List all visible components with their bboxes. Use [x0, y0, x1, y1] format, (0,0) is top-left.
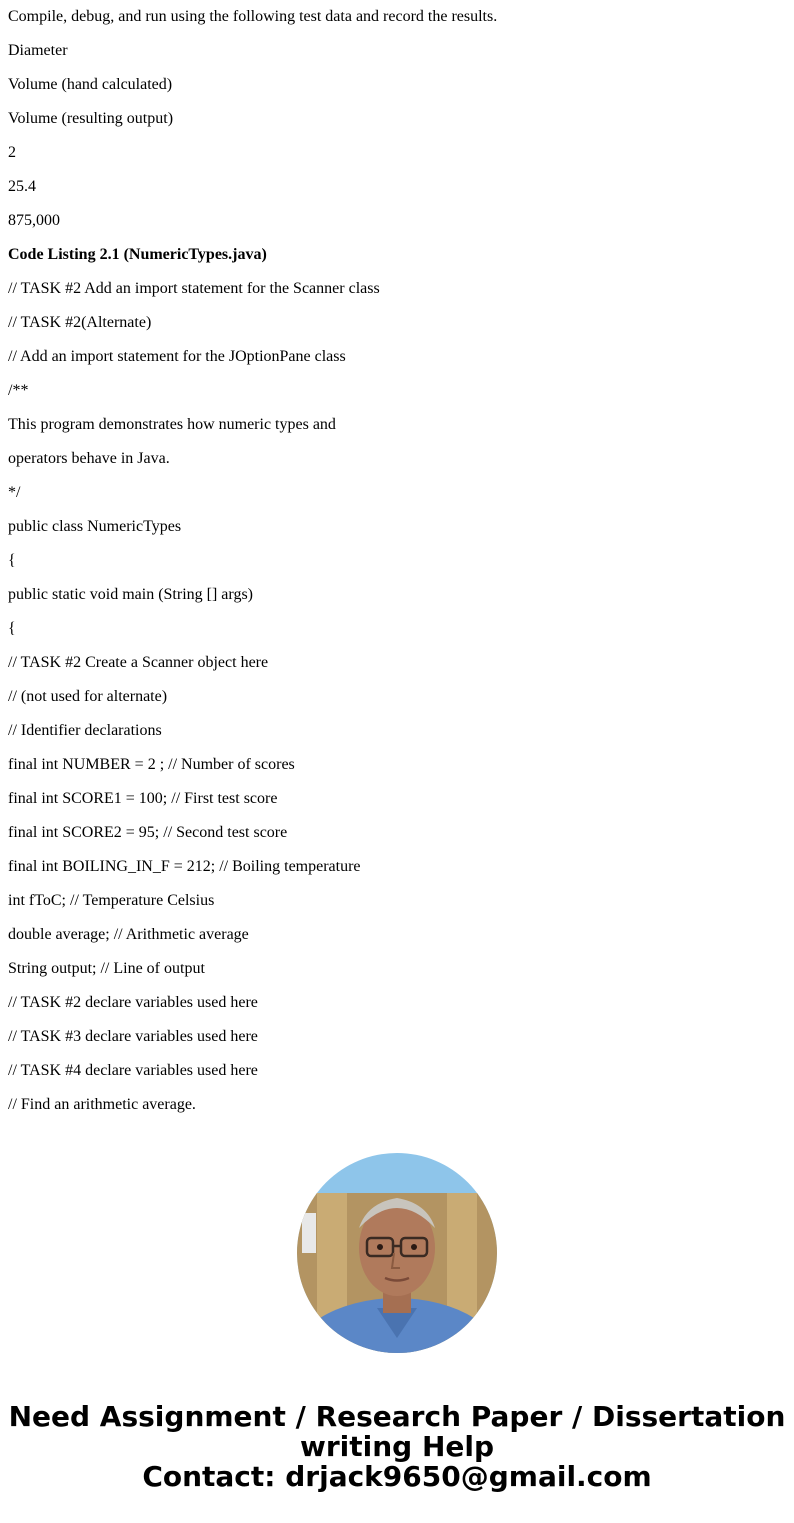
- text-line: */: [8, 484, 21, 501]
- text-line: String output; // Line of output: [8, 960, 205, 977]
- banner-line-2: writing Help: [299, 1430, 495, 1463]
- text-line: /**: [8, 382, 29, 399]
- document-body: [8, 0, 786, 1122]
- banner-contact-email: Contact: drjack9650@gmail.com: [142, 1460, 652, 1493]
- text-line: public static void main (String [] args): [8, 586, 253, 603]
- contact-banner: [0, 1402, 794, 1492]
- text-line: {: [8, 620, 16, 637]
- text-line: final int NUMBER = 2 ; // Number of scores: [8, 756, 295, 773]
- text-line: Volume (resulting output): [8, 110, 174, 127]
- text-line: 875,000: [8, 212, 60, 229]
- author-photo-icon: [297, 1153, 497, 1353]
- text-line: double average; // Arithmetic average: [8, 926, 249, 943]
- banner-line-1: Need Assignment / Research Paper / Dissertation: [8, 1400, 786, 1433]
- text-line: // TASK #2 declare variables used here: [8, 994, 258, 1011]
- text-line: final int SCORE2 = 95; // Second test score: [8, 824, 288, 841]
- text-line: Diameter: [8, 42, 68, 59]
- text-line: // TASK #4 declare variables used here: [8, 1062, 258, 1079]
- section-heading: Code Listing 2.1 (NumericTypes.java): [8, 246, 267, 263]
- text-line: 2: [8, 144, 16, 161]
- text-line: // TASK #2(Alternate): [8, 314, 152, 331]
- text-line: {: [8, 552, 16, 569]
- text-line: // Identifier declarations: [8, 722, 162, 739]
- text-line: public class NumericTypes: [8, 518, 182, 535]
- text-line: // TASK #2 Add an import statement for the Scanner class: [8, 280, 380, 297]
- text-line: final int BOILING_IN_F = 212; // Boiling temperature: [8, 858, 361, 875]
- text-line: 25.4: [8, 178, 36, 195]
- text-line: // (not used for alternate): [8, 688, 168, 705]
- text-line: // Add an import statement for the JOptionPane class: [8, 348, 346, 365]
- text-line: // Find an arithmetic average.: [8, 1096, 196, 1113]
- text-line: Compile, debug, and run using the following test data and record the results.: [8, 8, 498, 25]
- text-line: Volume (hand calculated): [8, 76, 173, 93]
- text-line: // TASK #3 declare variables used here: [8, 1028, 258, 1045]
- text-line: // TASK #2 Create a Scanner object here: [8, 654, 269, 671]
- text-line: operators behave in Java.: [8, 450, 170, 467]
- text-line: int fToC; // Temperature Celsius: [8, 892, 215, 909]
- author-avatar: [297, 1153, 497, 1353]
- text-line: This program demonstrates how numeric types and: [8, 416, 336, 433]
- text-line: final int SCORE1 = 100; // First test score: [8, 790, 278, 807]
